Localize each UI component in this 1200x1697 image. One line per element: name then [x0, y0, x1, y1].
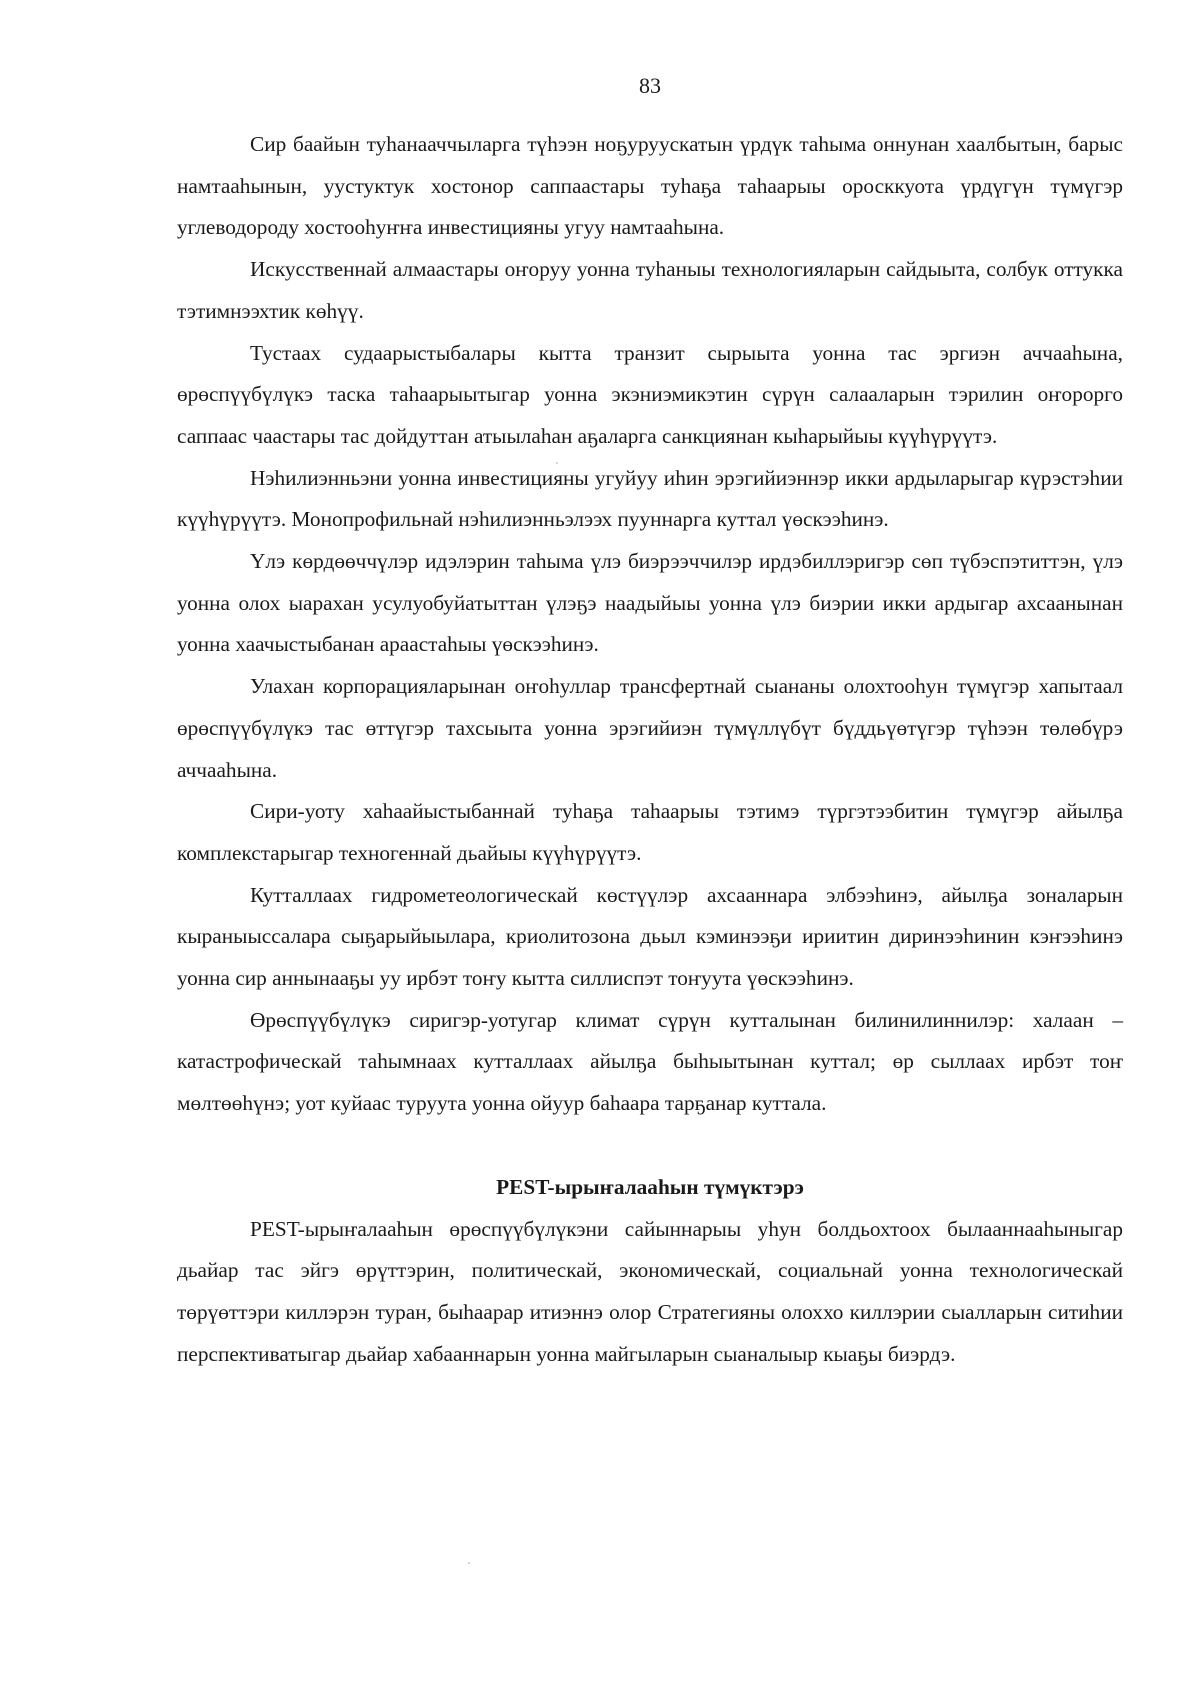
section-heading: PEST-ырыҥалааһын түмүктэрэ: [496, 1174, 804, 1199]
scan-speck: [468, 1562, 470, 1564]
paragraph-8: Кутталлаах гидрометеологическай көстүүлэр ахсааннара элбээһинэ, айылҕа зоналарын кыраныыссалара сыҕарыйыылара, криолитозона дьыл кэминээҕи ириитин диринээһинин кэҥээһинэ уонна сир аннынааҕы уу ирбэт тоҥу кытта силлиспэт тоҥуута үөскээһинэ.: [177, 882, 1123, 991]
paragraph-5: Үлэ көрдөөччүлэр идэлэрин таһыма үлэ биэрээччилэр ирдэбиллэригэр сөп түбэспэтиттэн, үлэ уонна олох ыарахан усулуобуйатыттан үлэҕэ наадыйыы уонна үлэ биэрии икки ардыгар ахсаанынан уонна хаачыстыбанан араастаһыы үөскээһинэ.: [177, 549, 1123, 657]
paragraph-4: Нэһилиэнньэни уонна инвестицияны угуйуу иһин эрэгийиэннэр икки ардыларыгар күрэстэһии күүһүрүүтэ. Монопрофильнай нэһилиэнньэлээх пууннарга куттал үөскээһинэ.: [177, 465, 1123, 532]
section-paragraph-1: PEST-ырыҥалааһын өрөспүүбүлүкэни сайыннарыы уһун болдьохтоох былааннааһыныгар дьайар тас эйгэ өрүттэрин, политическай, экономическай, социальнай уонна технологическай төрүөттэри киллэрэн туран, быһаарар итиэннэ олор Стратегияны олоххо киллэрии сыалларын ситиһии перспективатыгар дьайар хабааннарын уонна майгыларын сыаналыыр кыаҕы биэрдэ.: [177, 1216, 1123, 1366]
paragraph-3: Тустаах судаарыстыбалары кытта транзит сырыыта уонна тас эргиэн аччааһына, өрөспүүбүлүкэ таска таһаарыытыгар уонна экэниэмикэтин сүрүн салааларын тэрилин оҥорорго саппаас чаастары тас дойдуттан атыылаһан аҕаларга санкциянан кыһарыйыы күүһүрүүтэ.: [177, 340, 1123, 448]
paragraph-2: Искусственнай алмаастары оҥоруу уонна туһаныы технологияларын сайдыыта, солбук оттукка тэтимнээхтик көһүү.: [177, 257, 1123, 323]
scan-speck: [556, 462, 558, 464]
page-number: 83: [639, 73, 661, 98]
document-body: [177, 124, 1123, 1375]
paragraph-7: Сири-уоту хаһаайыстыбаннай туһаҕа таһаарыы тэтимэ түргэтээбитин түмүгэр айылҕа комплекстарыгар техногеннай дьайыы күүһүрүүтэ.: [177, 799, 1123, 865]
paragraph-1: Сир баайын туһанааччыларга түһээн ноҕуруускатын үрдүк таһыма оннунан хаалбытын, барыс намтааһынын, уустуктук хостонор саппаастары туһаҕа таһаарыы оросккуота үрдүгүн түмүгэр углеводороду хостооһуҥҥа инвестицияны угуу намтааһына.: [177, 132, 1123, 240]
paragraph-6: Улахан корпорацияларынан оҥоһуллар трансфертнай сыананы олохтооһун түмүгэр хапытаал өрөспүүбүлүкэ тас өттүгэр тахсыыта уонна эрэгийиэн түмүллүбүт бүддьүөтүгэр түһээн төлөбүрэ аччааһына.: [177, 674, 1123, 782]
paragraph-9: Өрөспүүбүлүкэ сиригэр-уотугар климат сүрүн кутталынан билинилиннилэр: халаан – катастрофическай таһымнаах кутталлаах айылҕа быһыытынан куттал; өр сыллаах ирбэт тоҥ мөлтөөһүнэ; уот куйаас туруута уонна ойуур баһаара тарҕанар куттала.: [177, 1007, 1123, 1116]
